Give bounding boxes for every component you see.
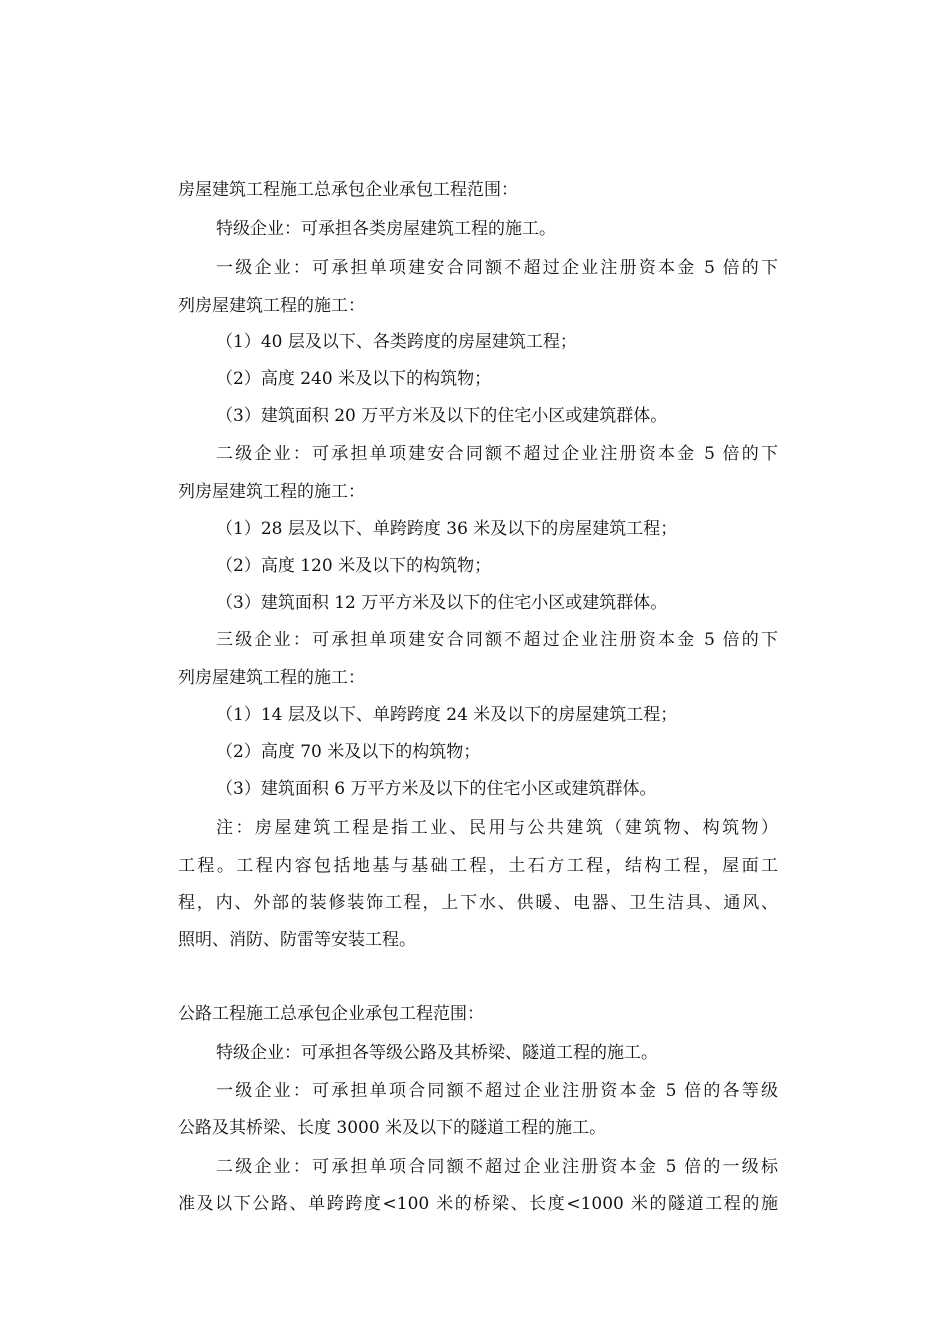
section1-sanji-item: （3）建筑面积 6 万平方米及以下的住宅小区或建筑群体。 [216, 779, 657, 799]
section1-yiji-item: （3）建筑面积 20 万平方米及以下的住宅小区或建筑群体。 [216, 406, 668, 426]
section1-erji-line2: 列房屋建筑工程的施工： [178, 482, 365, 502]
section1-yiji-line1: 一级企业：可承担单项建安合同额不超过企业注册资本金 5 倍的下 [216, 258, 778, 278]
section1-erji-item: （2）高度 120 米及以下的构筑物； [216, 556, 492, 576]
section1-yiji-item: （2）高度 240 米及以下的构筑物； [216, 369, 492, 389]
section1-sanji-item: （1）14 层及以下、单跨跨度 24 米及以下的房屋建筑工程； [216, 705, 678, 725]
section1-note-line: 照明、消防、防雷等安装工程。 [178, 930, 416, 950]
section2-yiji-line2: 公路及其桥梁、长度 3000 米及以下的隧道工程的施工。 [178, 1118, 607, 1138]
section2-tejie-paragraph: 特级企业：可承担各等级公路及其桥梁、隧道工程的施工。 [216, 1043, 658, 1063]
section2-erji-line1: 二级企业：可承担单项合同额不超过企业注册资本金 5 倍的一级标 [216, 1157, 778, 1177]
section2-erji-line2: 准及以下公路、单跨跨度<100 米的桥梁、长度<1000 米的隧道工程的施 [178, 1194, 778, 1214]
section2-heading: 公路工程施工总承包企业承包工程范围： [178, 1004, 484, 1024]
section1-erji-item: （3）建筑面积 12 万平方米及以下的住宅小区或建筑群体。 [216, 593, 668, 613]
section1-yiji-line2: 列房屋建筑工程的施工： [178, 296, 365, 316]
section2-yiji-line1: 一级企业：可承担单项合同额不超过企业注册资本金 5 倍的各等级 [216, 1081, 778, 1101]
section1-tejie-paragraph: 特级企业：可承担各类房屋建筑工程的施工。 [216, 219, 556, 239]
section1-erji-line1: 二级企业：可承担单项建安合同额不超过企业注册资本金 5 倍的下 [216, 444, 778, 464]
section1-note-line: 注：房屋建筑工程是指工业、民用与公共建筑（建筑物、构筑物） [216, 818, 778, 838]
section1-erji-item: （1）28 层及以下、单跨跨度 36 米及以下的房屋建筑工程； [216, 519, 678, 539]
section1-sanji-line2: 列房屋建筑工程的施工： [178, 668, 365, 688]
section1-sanji-line1: 三级企业：可承担单项建安合同额不超过企业注册资本金 5 倍的下 [216, 630, 778, 650]
section1-note-line: 工程。工程内容包括地基与基础工程，土石方工程，结构工程，屋面工 [178, 856, 778, 876]
section1-yiji-item: （1）40 层及以下、各类跨度的房屋建筑工程； [216, 332, 577, 352]
section1-note-line: 程，内、外部的装修装饰工程，上下水、供暖、电器、卫生洁具、通风、 [178, 893, 778, 913]
section1-heading: 房屋建筑工程施工总承包企业承包工程范围： [178, 180, 518, 200]
section1-sanji-item: （2）高度 70 米及以下的构筑物； [216, 742, 481, 762]
